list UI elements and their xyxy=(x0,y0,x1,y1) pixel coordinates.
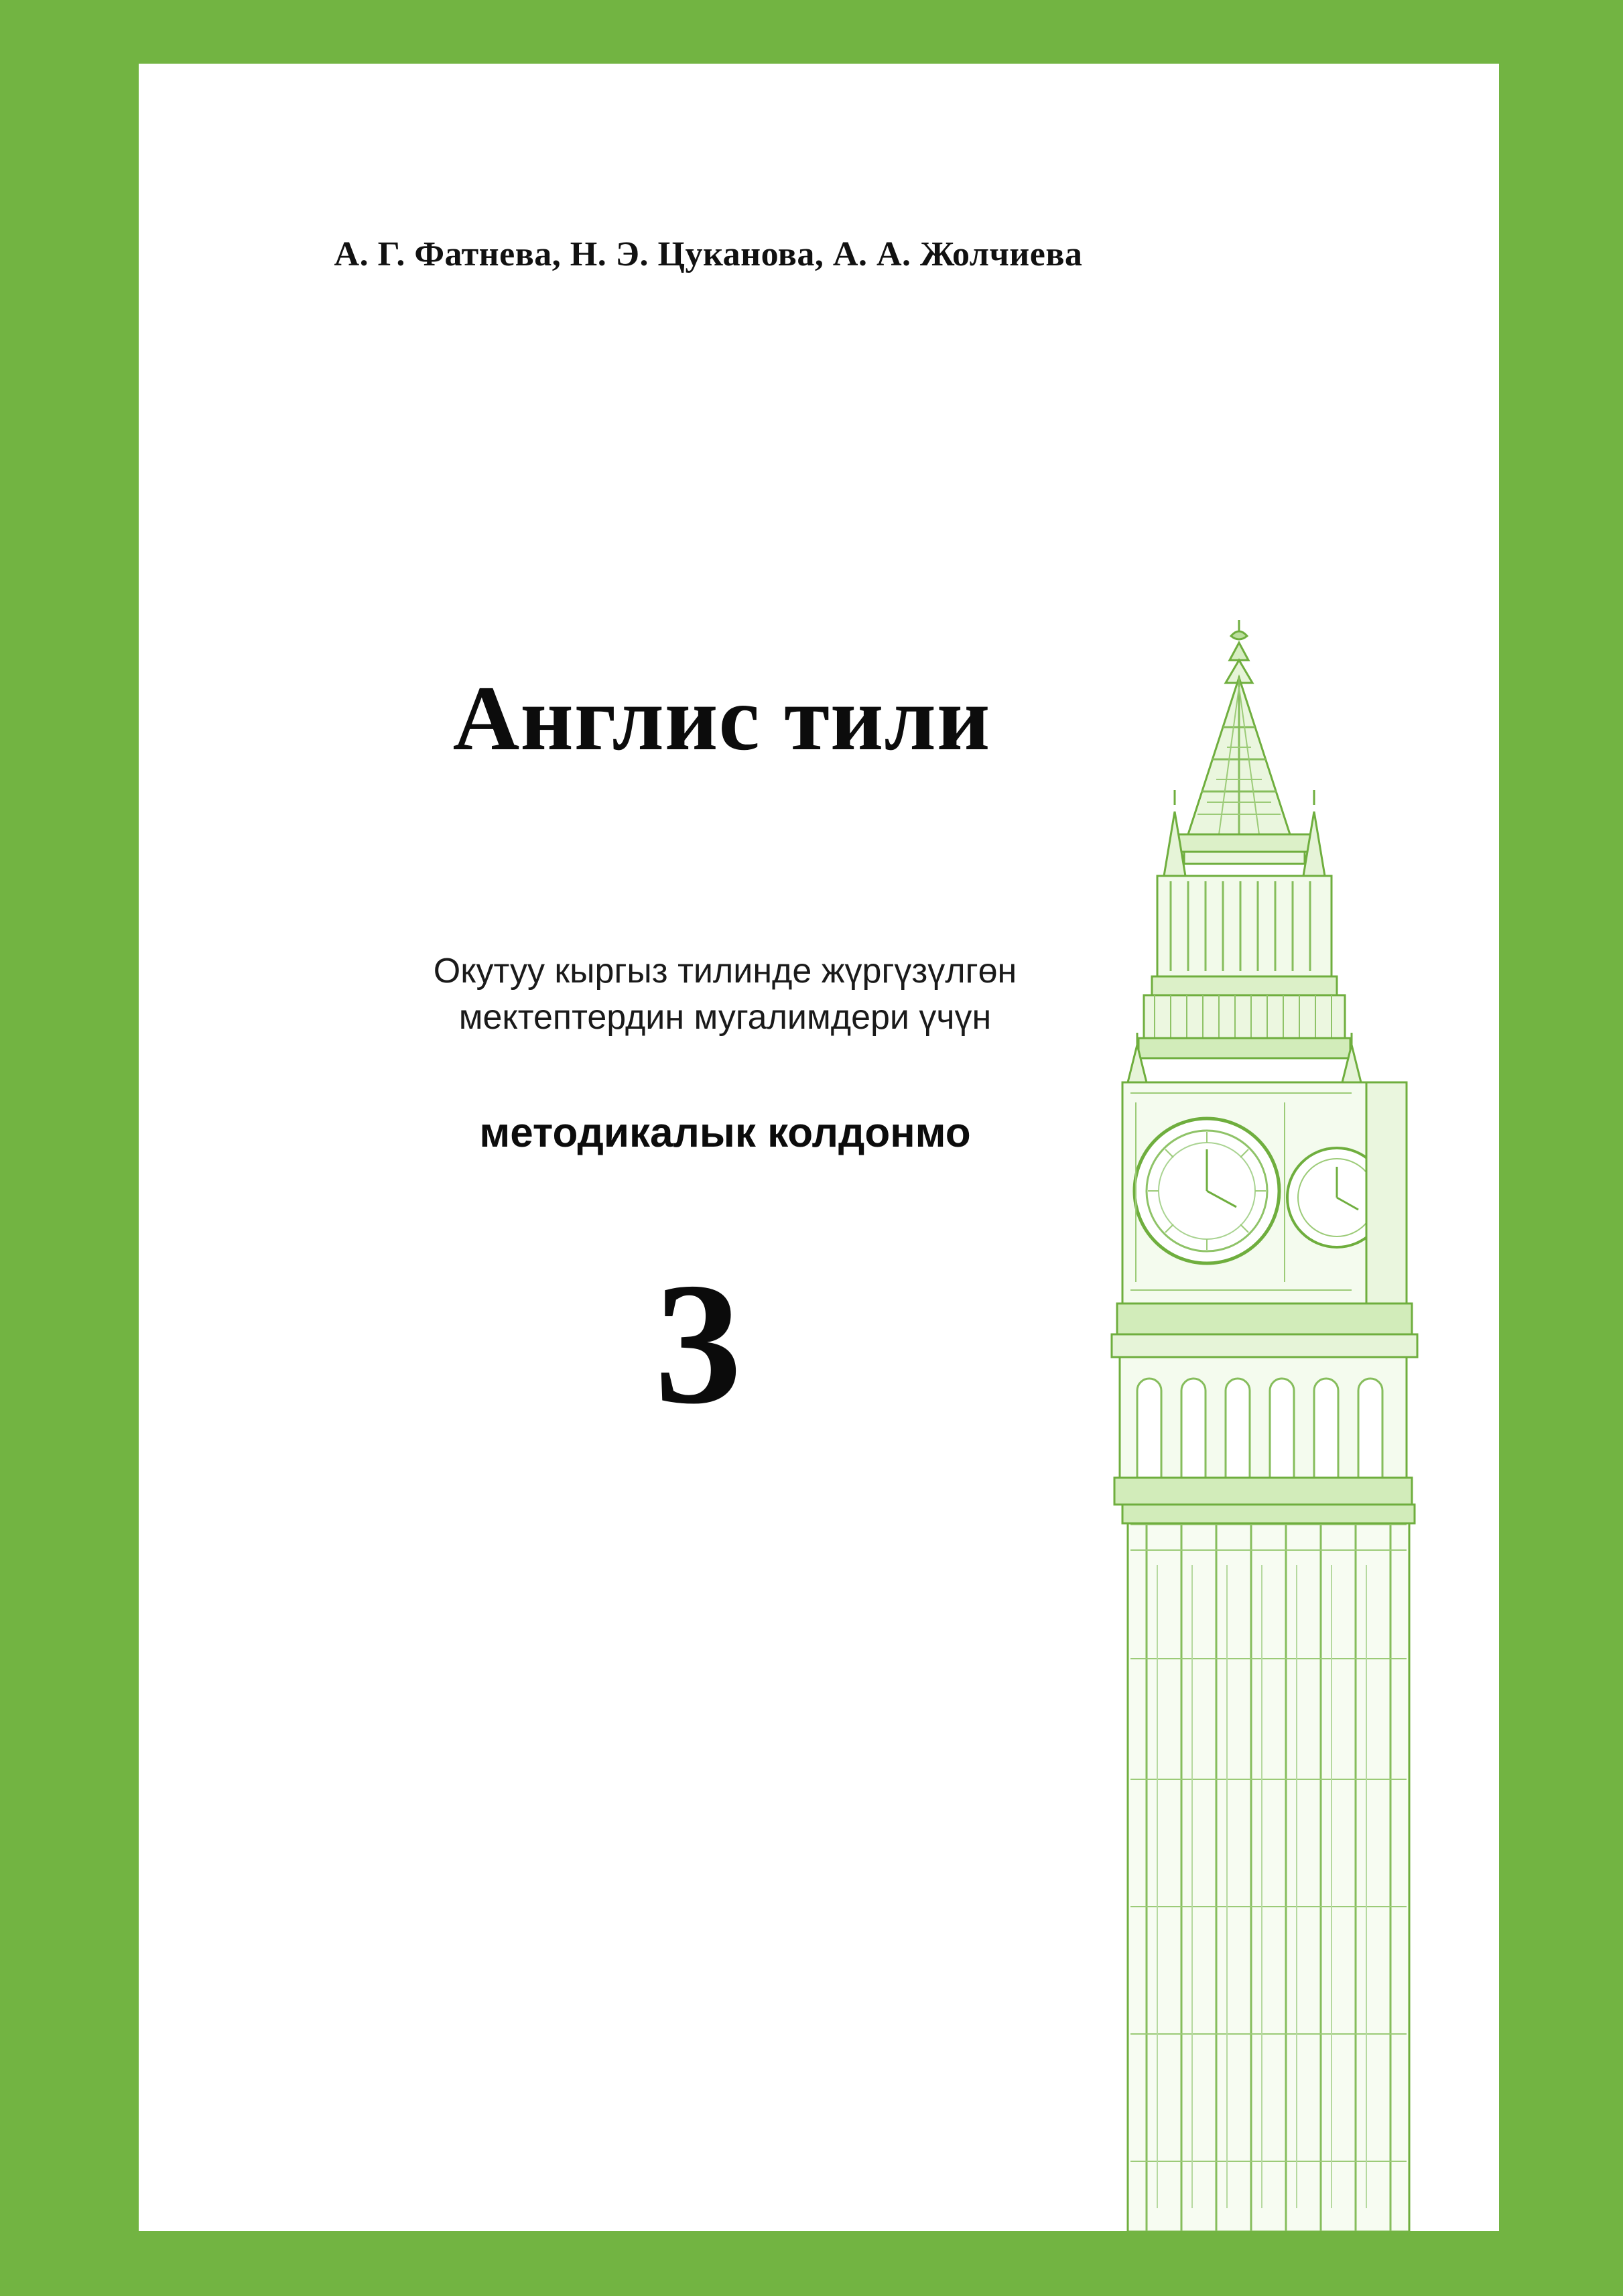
big-ben-icon xyxy=(1063,613,1492,2231)
cover-page-field xyxy=(139,64,1499,2231)
page-title: Англис тили xyxy=(452,667,991,769)
grade-number: 3 xyxy=(655,1247,742,1440)
authors-line: А. Г. Фатнева, Н. Э. Цуканова, А. А. Жолчиева xyxy=(334,235,1083,273)
subtitle-line-1: Окутуу кыргыз тилинде жүргүзүлгөн xyxy=(433,952,1017,991)
subtitle-emphasis: методикалык колдонмо xyxy=(479,1110,971,1156)
subtitle-line-2: мектептердин мугалимдери үчүн xyxy=(458,997,992,1037)
